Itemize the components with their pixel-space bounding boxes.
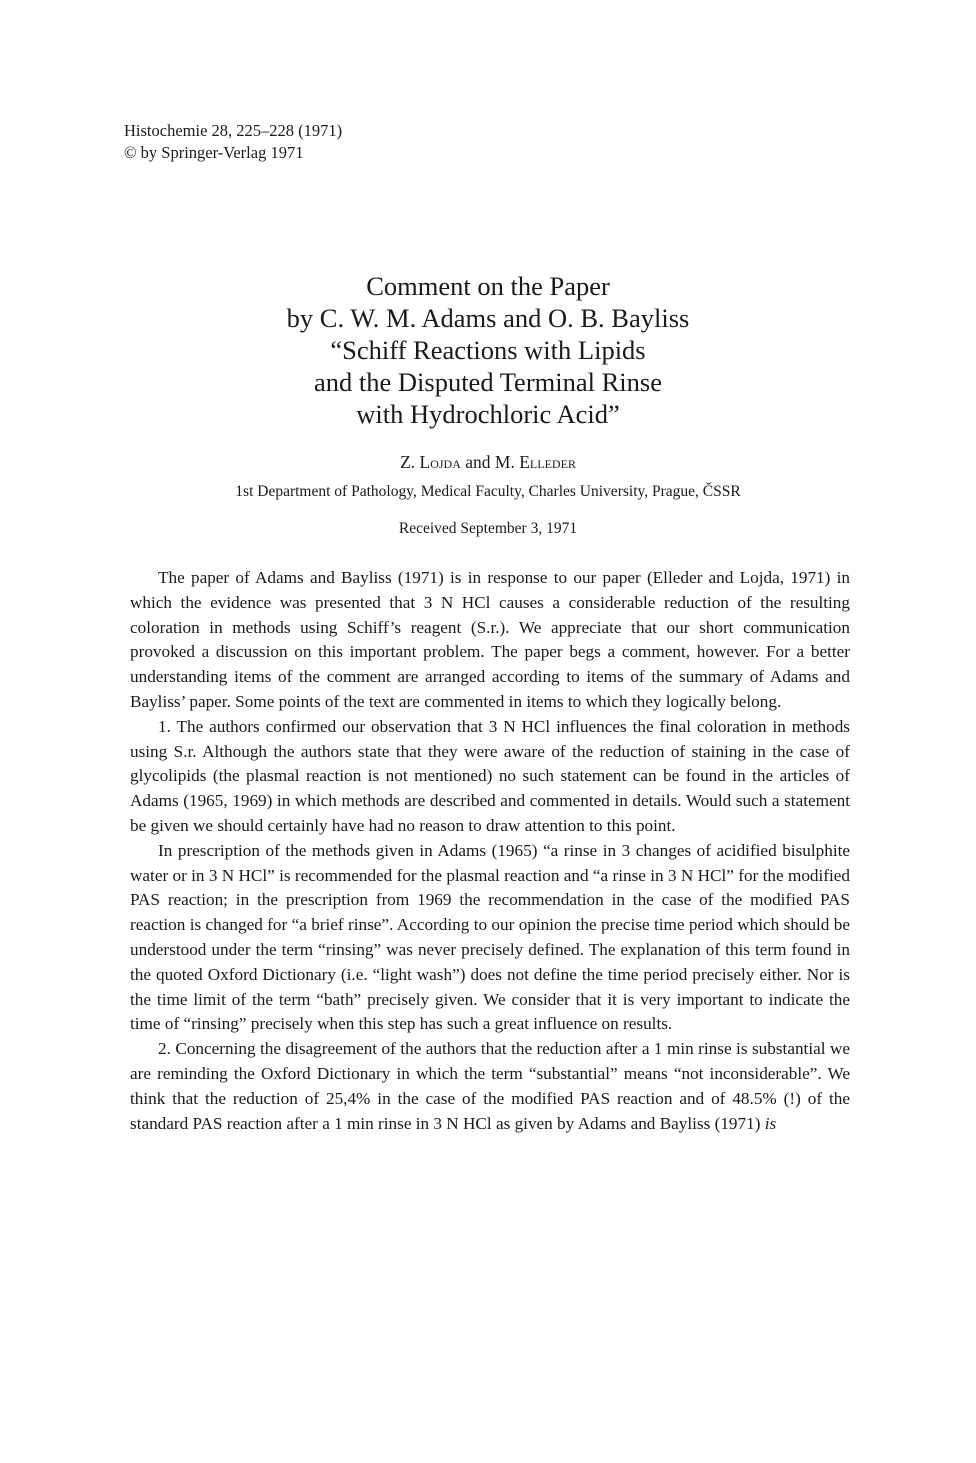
title-line: with Hydrochloric Acid” [356,399,620,429]
paper-title [0,270,976,430]
affiliation: 1st Department of Pathology, Medical Faculty, Charles University, Prague, ČSSR [235,483,741,500]
paragraph-text: 2. Concerning the disagreement of the authors that the reduction after a 1 min rinse is substantial we are reminding the Oxford Dictionary in which the term “substantial” means “not inconsiderable”. We think that the reduction of 25,4% in the case of the modified PAS reaction and of 48.5% (!) of the standard PAS reaction after a 1 min rinse in 3 N HCl as given by Adams and Bayliss (1971) [130,1039,850,1133]
author-line [0,452,976,473]
paragraph [130,1037,850,1136]
title-line: and the Disputed Terminal Rinse [314,367,662,397]
paragraph: The paper of Adams and Bayliss (1971) is in response to our paper (Elleder and Lojda, 1971) in which the evidence was presented that 3 N HCl causes a considerable reduction of the resulting coloration in methods using Schiff’s reagent (S.r.). We appreciate that our short communication provoked a discussion on this important problem. The paper begs a comment, however. For a better understanding items of the comment are arranged according to items of the summary of Adams and Bayliss’ paper. Some points of the text are commented in items to which they logically belong. [130,568,850,711]
journal-citation: Histochemie 28, 225–228 (1971) [124,121,343,140]
title-line: by C. W. M. Adams and O. B. Bayliss [286,303,690,333]
author-conjunction: and [465,452,491,472]
author-name: M. Elleder [494,452,576,472]
journal-header [124,120,342,164]
received-date: Received September 3, 1971 [398,520,578,537]
body-text [130,566,850,1136]
paragraph: 1. The authors confirmed our observation that 3 N HCl influences the final coloration in methods using S.r. Although the authors state that they were aware of the reduction of staining in the case of glycolipids (the plasmal reaction is not mentioned) no such statement can be found in the articles of Adams (1965, 1969) in which methods are described and commented in details. Would such a statement be given we should certainly have had no reason to draw attention to this point. [130,716,850,835]
title-line: “Schiff Reactions with Lipids [330,335,646,365]
paragraph: In prescription of the methods given in Adams (1965) “a rinse in 3 changes of acidified bisulphite water or in 3 N HCl” is recommended for the plasmal reaction and “a rinse in 3 N HCl” for the modified PAS reaction; in the prescription from 1969 the recommendation in the case of the modified PAS reaction is changed for “a brief rinse”. According to our opinion the precise time period which should be understood under the term “rinsing” was never precisely defined. The explanation of this term found in the quoted Oxford Dictionary (i.e. “light wash”) does not define the time period precisely either. Nor is the time limit of the term “bath” precisely given. We consider that it is very important to indicate the time of “rinsing” precisely when this step has such a great influence on results. [130,840,850,1034]
copyright-notice: © by Springer-Verlag 1971 [124,143,304,162]
author-name: Z. Lojda [400,452,461,472]
title-line: Comment on the Paper [366,271,610,301]
italic-word: is [764,1113,777,1133]
